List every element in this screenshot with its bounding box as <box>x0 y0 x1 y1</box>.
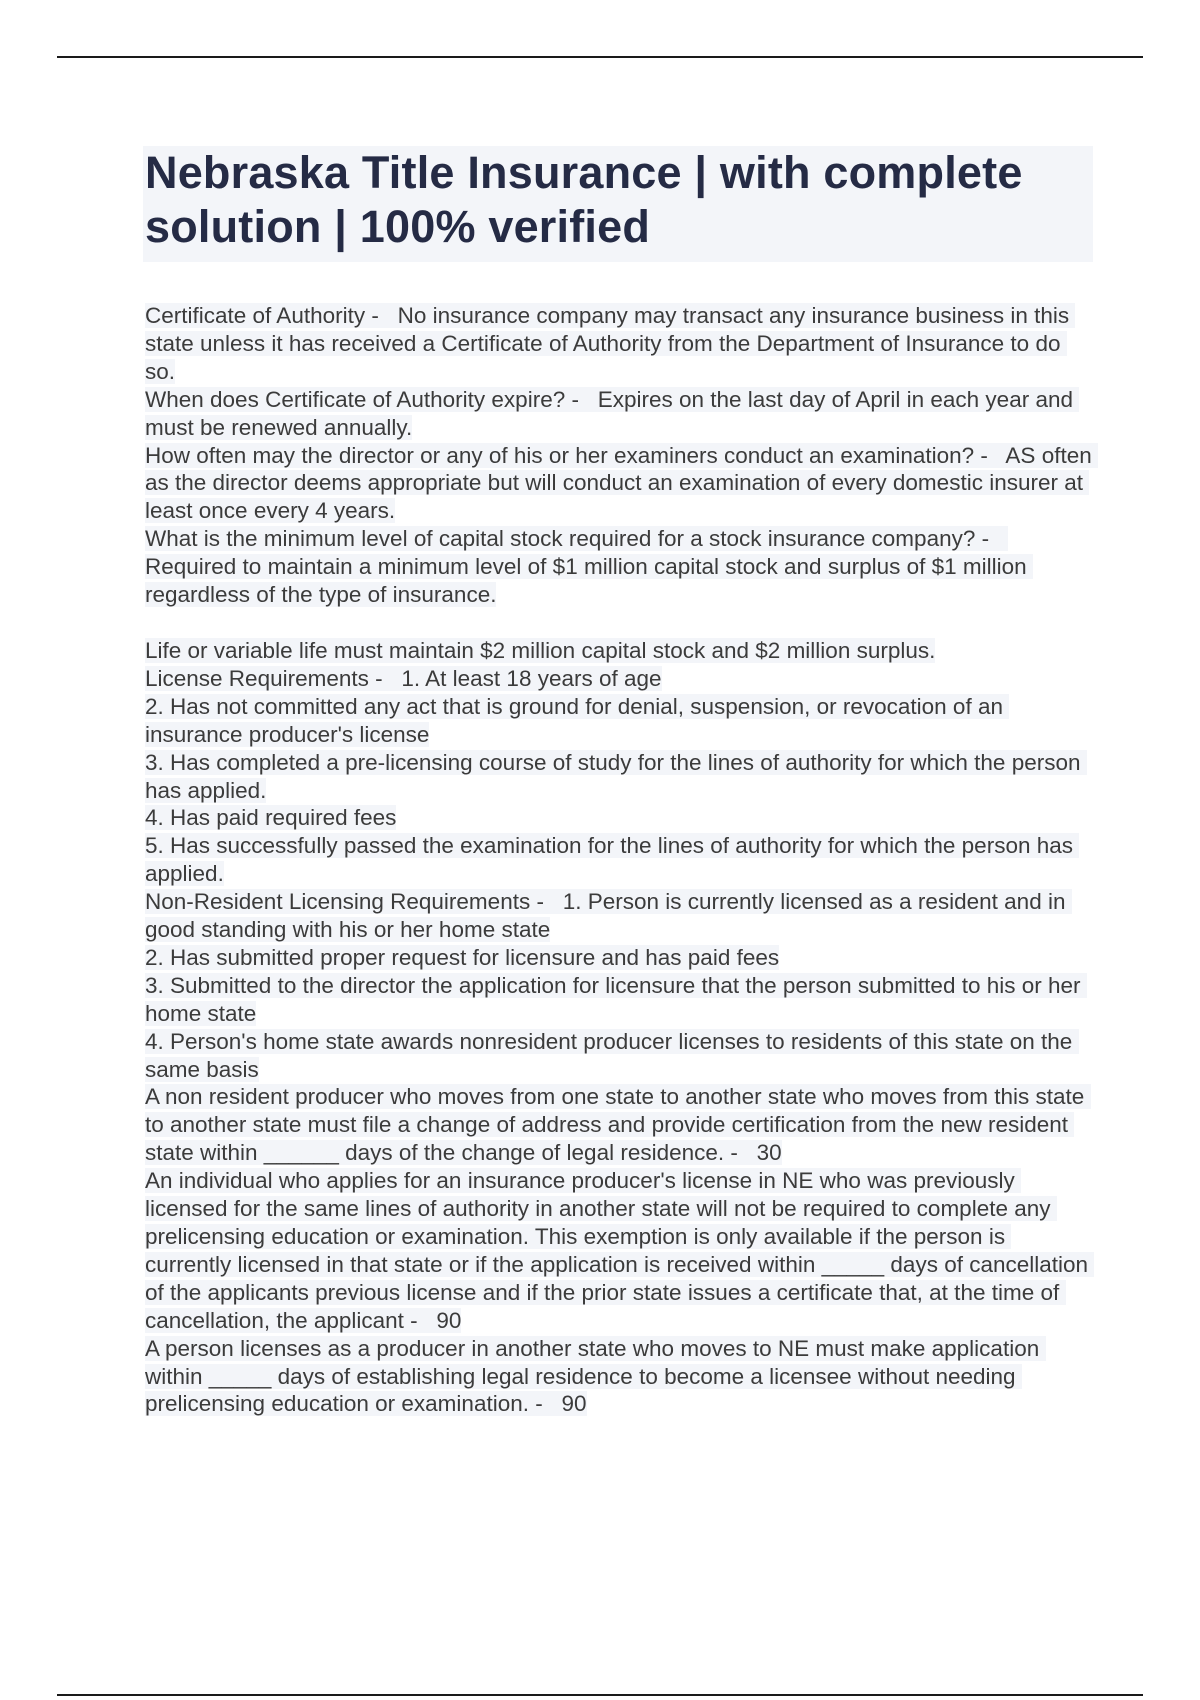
qa-moving-to-ne: A person licenses as a producer in another state who moves to NE must make application within _____ days of establishing legal residence to become a licensee without needing prelicensing education or examination. - 90 <box>145 1335 1046 1417</box>
qa-prelicensing-exemption: An individual who applies for an insurance producer's license in NE who was previously licensed for the same lines of authority in another state will not be required to complete any prelicensing education or examination. This exemption is only available if the person is currently licensed in that state or if the application is received within _____ days of cancellation of the applicants previous license and if the prior state issues a certificate that, at the time of cancellation, the applicant - 90 <box>145 1168 1095 1333</box>
header-rule <box>57 56 1143 58</box>
license-req-item-4: 4. Has paid required fees <box>145 805 397 831</box>
nonresident-req-item-4: 4. Person's home state awards nonresident producer licenses to residents of this state on the same basis <box>145 1028 1079 1082</box>
license-req-item-2: 2. Has not committed any act that is ground for denial, suspension, or revocation of an insurance producer's license <box>145 693 1010 747</box>
document-body <box>145 302 1099 1418</box>
qa-minimum-capital: What is the minimum level of capital stock required for a stock insurance company? - Required to maintain a minimum level of $1 million capital stock and surplus of $1 million regardless of the type of insurance. <box>145 526 1033 608</box>
qa-nonresident-requirements: Non-Resident Licensing Requirements - 1. Person is currently licensed as a resident and in good standing with his or her home state <box>145 889 1072 943</box>
qa-change-of-address: A non resident producer who moves from one state to another state who moves from this state to another state must file a change of address and provide certification from the new resident state within ______ days of the change of legal residence. - 30 <box>145 1084 1091 1166</box>
license-req-item-3: 3. Has completed a pre-licensing course of study for the lines of authority for which the person has applied. <box>145 749 1087 803</box>
paragraph-gap <box>145 609 1095 637</box>
document-title: Nebraska Title Insurance | with complete solution | 100% verified <box>145 147 1023 252</box>
qa-license-requirements: License Requirements - 1. At least 18 years of age <box>145 665 662 691</box>
footer-rule <box>57 1694 1143 1696</box>
qa-life-capital: Life or variable life must maintain $2 million capital stock and $2 million surplus. <box>145 637 936 663</box>
license-req-item-5: 5. Has successfully passed the examination for the lines of authority for which the person has applied. <box>145 833 1080 887</box>
qa-certificate-of-authority: Certificate of Authority - No insurance company may transact any insurance business in this state unless it has received a Certificate of Authority from the Department of Insurance to do so. <box>145 303 1076 384</box>
qa-examination-frequency: How often may the director or any of his or her examiners conduct an examination? - AS often as the director deems appropriate but will conduct an examination of every domestic insurer at least once every 4 years. <box>145 442 1099 524</box>
qa-certificate-expiry: When does Certificate of Authority expire? - Expires on the last day of April in each year and must be renewed annually. <box>145 386 1080 440</box>
nonresident-req-item-3: 3. Submitted to the director the application for licensure that the person submitted to his or her home state <box>145 972 1087 1026</box>
nonresident-req-item-2: 2. Has submitted proper request for licensure and has paid fees <box>145 944 780 970</box>
title-block <box>143 146 1093 262</box>
